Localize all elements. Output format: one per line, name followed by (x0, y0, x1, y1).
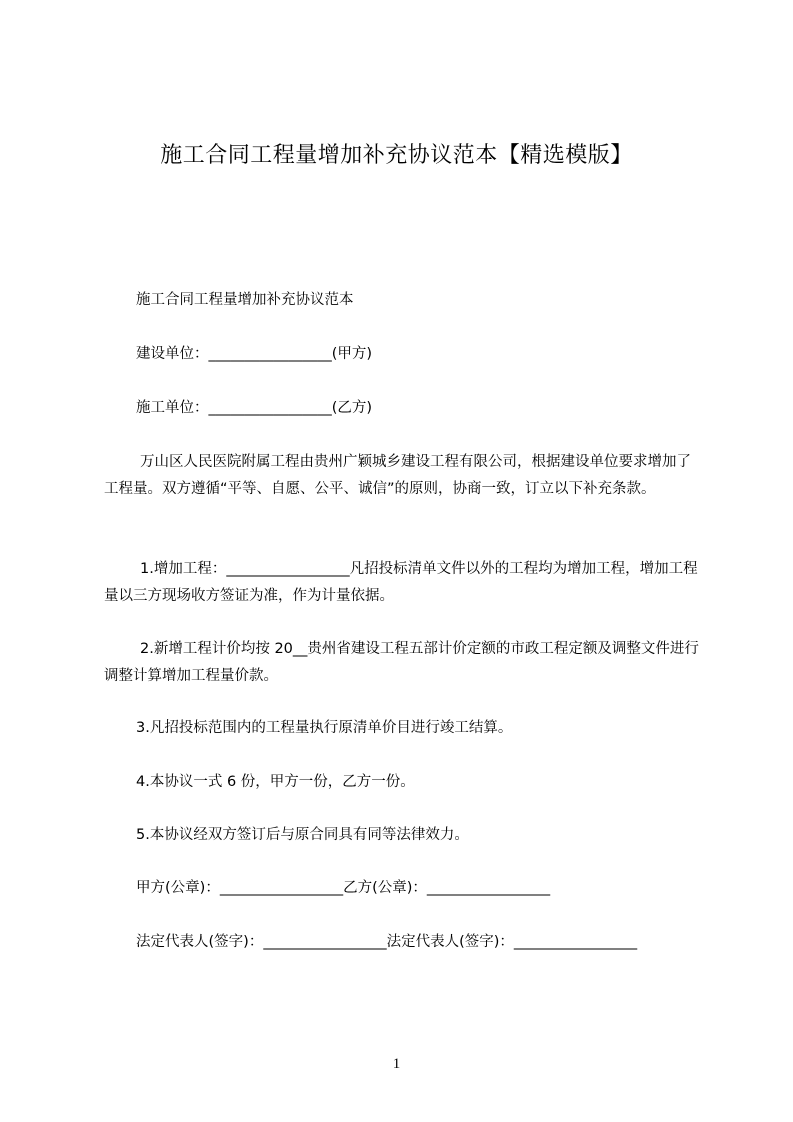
page-number: 1 (392, 1056, 401, 1072)
clause-1-prefix: 1.增加工程： (140, 561, 227, 577)
clause-2: 2.新增工程计价均按 20__贵州省建设工程五部计价定额的市政工程定额及调整文件进行调整计算增加工程量价款。 (104, 641, 699, 684)
party-a-suffix: (甲方) (331, 346, 373, 362)
clause-3: 3.凡招投标范围内的工程量执行原清单价目进行竣工结算。 (136, 720, 513, 736)
document-subtitle: 施工合同工程量增加补充协议范本 (136, 292, 354, 308)
seal-a-blank: _________________ (219, 880, 344, 896)
party-a-label: 建设单位： (136, 346, 209, 362)
clause-1 (104, 556, 704, 610)
clause-4: 4.本协议一式 6 份，甲方一份，乙方一份。 (136, 774, 415, 790)
clause-5: 5.本协议经双方签订后与原合同具有同等法律效力。 (136, 827, 469, 843)
rep-b-blank: _________________ (513, 934, 638, 950)
rep-b-label: 法定代表人(签字)： (386, 934, 514, 950)
representative-line (136, 932, 637, 952)
seal-line (136, 878, 550, 898)
seal-a-label: 甲方(公章)： (136, 880, 220, 896)
party-b-blank: _________________ (208, 400, 332, 416)
party-b-label: 施工单位： (136, 400, 209, 416)
rep-a-label: 法定代表人(签字)： (136, 934, 264, 950)
party-a-blank: _________________ (208, 346, 332, 362)
party-b-suffix: (乙方) (331, 400, 373, 416)
party-a-line (136, 344, 372, 364)
clause-1-blank: _________________ (226, 561, 350, 577)
seal-b-label: 乙方(公章)： (343, 880, 427, 896)
seal-b-blank: _________________ (426, 880, 551, 896)
document-title: 施工合同工程量增加补充协议范本【精选模版】 (160, 143, 633, 168)
clause-1-text: 凡招投标清单文件以外的工程均为增加工程，增加工程量以三方现场收方签证为准，作为计量依据。 (104, 561, 698, 604)
party-b-line (136, 398, 372, 418)
rep-a-blank: _________________ (263, 934, 387, 950)
intro-paragraph: 万山区人民医院附属工程由贵州广颖城乡建设工程有限公司，根据建设单位要求增加了工程量。双方遵循“平等、自愿、公平、诚信”的原则，协商一致，订立以下补充条款。 (104, 454, 691, 497)
